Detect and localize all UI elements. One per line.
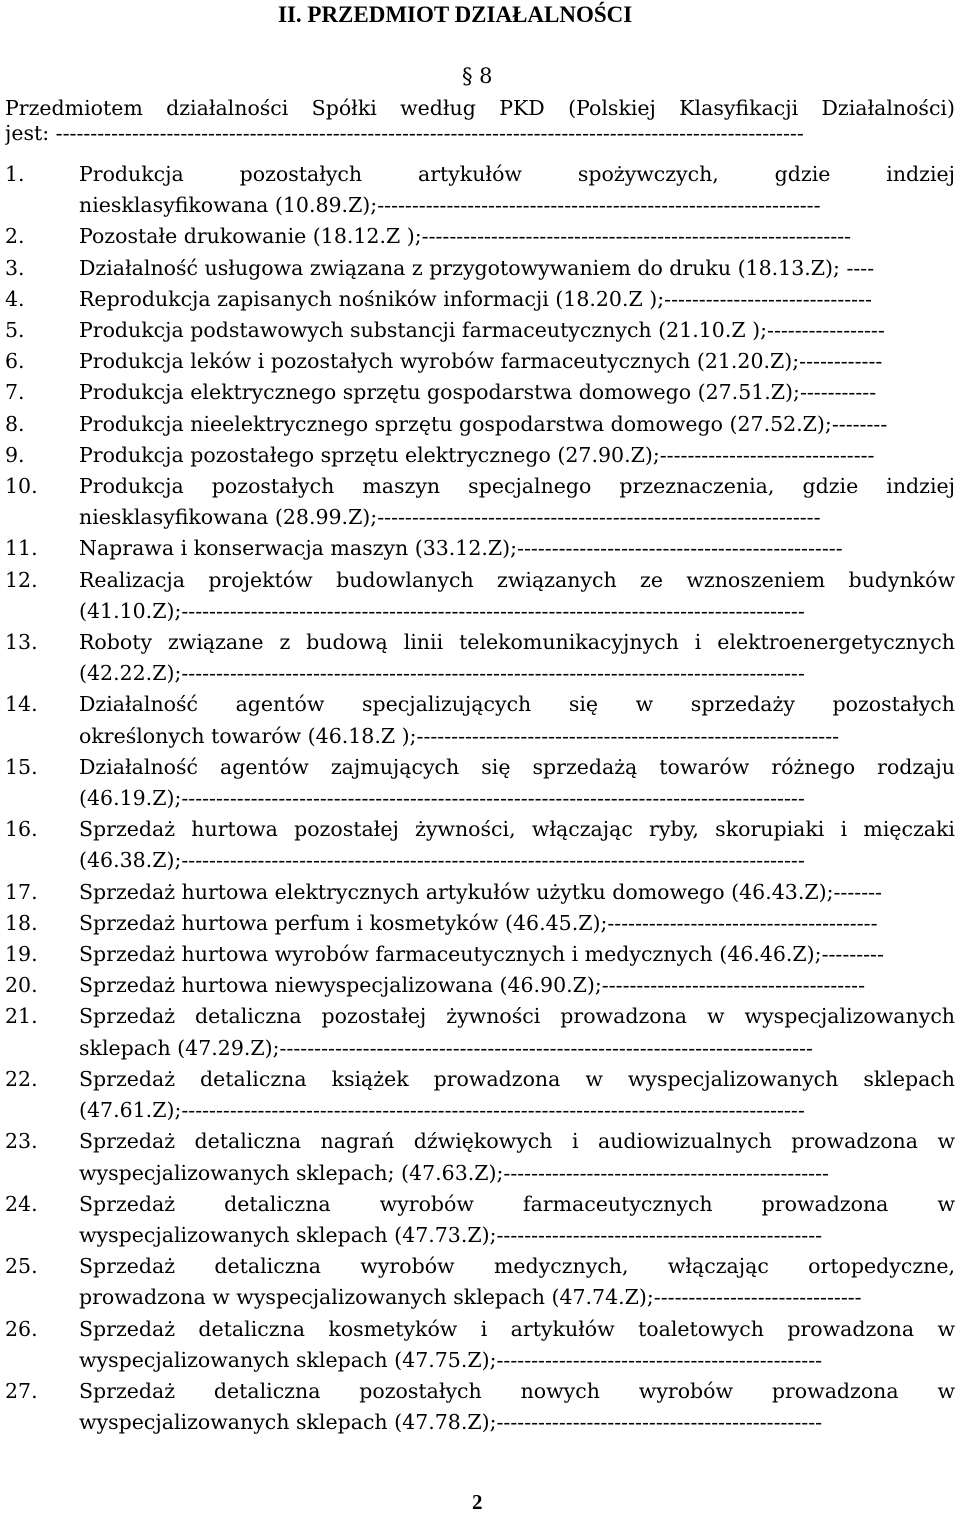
list-item-line: Produkcja leków i pozostałych wyrobów farmaceutycznych (21.20.Z);------------ [79, 349, 883, 374]
list-item-line: Sprzedaż detaliczna kosmetyków i artykułów toaletowych prowadzona w [79, 1316, 955, 1341]
list-item-text [79, 877, 955, 908]
list-item-number: 1. [5, 162, 25, 186]
list-item-line: Działalność usługowa związana z przygotowywaniem do druku (18.13.Z); ---- [79, 255, 875, 280]
intro-paragraph [5, 96, 955, 146]
list-item [5, 970, 955, 1001]
list-item-line: Reprodukcja zapisanych nośników informacji (18.20.Z );------------------------------ [79, 286, 872, 311]
list-item-text [79, 627, 955, 689]
list-item-line: (46.38.Z);------------------------------------------------------------------------------------------ [79, 848, 805, 873]
list-item-text [79, 1001, 955, 1063]
list-item [5, 253, 955, 284]
list-item-number: 8. [5, 411, 25, 436]
list-item [5, 1064, 955, 1126]
list-item-text [79, 1064, 955, 1126]
list-item-text [79, 253, 955, 284]
list-item-number: 24. [5, 1191, 38, 1216]
list-item-text [79, 1314, 955, 1376]
list-item-number: 21. [5, 1004, 38, 1029]
list-item [5, 1376, 955, 1438]
list-item-text [79, 221, 955, 252]
list-item-text [79, 908, 955, 939]
list-item [5, 1314, 955, 1376]
list-item-number: 9. [5, 442, 25, 467]
list-item [5, 689, 955, 751]
page-number: 2 [472, 1490, 483, 1514]
list-item-number: 23. [5, 1129, 38, 1154]
list-item-line: Sprzedaż hurtowa elektrycznych artykułów użytku domowego (46.43.Z);------- [79, 879, 882, 904]
list-item-text [79, 814, 955, 876]
list-item [5, 627, 955, 689]
list-item-number: 4. [5, 286, 25, 311]
list-item-line: prowadzona w wyspecjalizowanych sklepach (47.74.Z);------------------------------ [79, 1285, 862, 1310]
list-item-text [79, 377, 955, 408]
list-item-line: Sprzedaż hurtowa pozostałej żywności, włączając ryby, skorupiaki i mięczaki [79, 817, 955, 842]
list-item-number: 7. [5, 380, 25, 405]
list-item-number: 14. [5, 692, 38, 717]
list-item-number: 13. [5, 630, 38, 655]
list-item-line: sklepach (47.29.Z);----------------------------------------------------------------------------- [79, 1035, 813, 1060]
list-item-number: 12. [5, 567, 38, 592]
list-item-text [79, 471, 955, 533]
intro-line-2: jest: ------------------------------------------------------------------------------------------------------------ [5, 121, 804, 145]
list-item-number: 2. [5, 224, 25, 249]
list-item [5, 315, 955, 346]
list-item-line: Naprawa i konserwacja maszyn (33.12.Z);----------------------------------------------- [79, 536, 843, 561]
list-item [5, 908, 955, 939]
list-item-text [79, 346, 955, 377]
list-item [5, 221, 955, 252]
list-item-text [79, 1189, 955, 1251]
list-item [5, 409, 955, 440]
list-item-line: (47.61.Z);------------------------------------------------------------------------------------------ [79, 1098, 805, 1123]
list-item-text [79, 752, 955, 814]
list-item-line: Sprzedaż detaliczna nagrań dźwiękowych i audiowizualnych prowadzona w [79, 1129, 955, 1154]
list-item-line: Sprzedaż hurtowa niewyspecjalizowana (46.90.Z);-------------------------------------- [79, 973, 866, 998]
list-item [5, 471, 955, 533]
list-item-line: Działalność agentów zajmujących się sprzedażą towarów różnego rodzaju [79, 754, 955, 779]
list-item-text [79, 970, 955, 1001]
list-item-line: Produkcja elektrycznego sprzętu gospodarstwa domowego (27.51.Z);----------- [79, 380, 877, 405]
list-item-text [79, 284, 955, 315]
list-item-number: 3. [5, 255, 25, 280]
list-item-line: określonych towarów (46.18.Z );------------------------------------------------------------- [79, 723, 840, 748]
list-item-line: Realizacja projektów budowlanych związanych ze wznoszeniem budynków [79, 567, 955, 592]
list-item-number: 11. [5, 536, 38, 561]
list-item-number: 22. [5, 1066, 38, 1091]
list-item-number: 16. [5, 817, 38, 842]
list-item-line: niesklasyfikowana (10.89.Z);---------------------------------------------------------------- [79, 193, 821, 218]
list-item-line: Produkcja pozostałego sprzętu elektrycznego (27.90.Z);------------------------------- [79, 442, 875, 467]
list-item-line: wyspecjalizowanych sklepach (47.78.Z);----------------------------------------------- [79, 1410, 823, 1435]
list-item-line: Sprzedaż detaliczna pozostałych nowych wyrobów prowadzona w [79, 1378, 955, 1403]
intro-line-1: Przedmiotem działalności Spółki według PKD (Polskiej Klasyfikacji Działalności) [5, 96, 955, 120]
activity-list [5, 159, 955, 1438]
list-item-line: wyspecjalizowanych sklepach; (47.63.Z);----------------------------------------------- [79, 1160, 829, 1185]
list-item [5, 565, 955, 627]
list-item [5, 1126, 955, 1188]
list-item-line: Sprzedaż detaliczna wyrobów medycznych, włączając ortopedyczne, [79, 1254, 955, 1279]
list-item-text [79, 565, 955, 627]
list-item-number: 26. [5, 1316, 38, 1341]
list-item-text [79, 159, 955, 221]
list-item-number: 5. [5, 318, 25, 343]
list-item-number: 18. [5, 910, 38, 935]
list-item-text [79, 1126, 955, 1188]
list-item-text [79, 1251, 955, 1313]
list-item-line: Sprzedaż detaliczna wyrobów farmaceutycznych prowadzona w [79, 1191, 955, 1216]
list-item [5, 346, 955, 377]
list-item-line: Roboty związane z budową linii telekomunikacyjnych i elektroenergetycznych [79, 630, 955, 655]
list-item-line: Sprzedaż hurtowa wyrobów farmaceutycznych i medycznych (46.46.Z);--------- [79, 942, 884, 967]
list-item [5, 533, 955, 564]
paragraph-number: § 8 [462, 64, 493, 88]
list-item-text [79, 440, 955, 471]
list-item [5, 1001, 955, 1063]
list-item [5, 752, 955, 814]
section-heading: II. PRZEDMIOT DZIAŁALNOŚCI [278, 2, 633, 27]
list-item-number: 15. [5, 754, 38, 779]
list-item-number: 6. [5, 349, 25, 374]
list-item-line: Działalność agentów specjalizujących się w sprzedaży pozostałych [79, 692, 955, 717]
list-item-line: niesklasyfikowana (28.99.Z);---------------------------------------------------------------- [79, 505, 821, 530]
list-item [5, 877, 955, 908]
list-item-line: Sprzedaż detaliczna książek prowadzona w wyspecjalizowanych sklepach [79, 1066, 955, 1091]
list-item-number: 25. [5, 1254, 38, 1279]
list-item-line: Produkcja nieelektrycznego sprzętu gospodarstwa domowego (27.52.Z);-------- [79, 411, 888, 436]
list-item-line: (41.10.Z);------------------------------------------------------------------------------------------ [79, 598, 805, 623]
list-item-line: Produkcja podstawowych substancji farmaceutycznych (21.10.Z );----------------- [79, 318, 885, 343]
list-item [5, 939, 955, 970]
list-item-text [79, 315, 955, 346]
list-item [5, 814, 955, 876]
list-item-line: Produkcja pozostałych maszyn specjalnego przeznaczenia, gdzie indziej [79, 474, 955, 499]
list-item-text [79, 533, 955, 564]
list-item-line: (46.19.Z);------------------------------------------------------------------------------------------ [79, 786, 805, 811]
list-item [5, 284, 955, 315]
list-item [5, 440, 955, 471]
list-item-line: Produkcja pozostałych artykułów spożywczych, gdzie indziej [79, 162, 955, 186]
list-item-number: 10. [5, 474, 38, 499]
list-item-number: 20. [5, 973, 38, 998]
list-item-text [79, 1376, 955, 1438]
list-item-number: 17. [5, 879, 38, 904]
list-item [5, 1189, 955, 1251]
list-item-line: Sprzedaż hurtowa perfum i kosmetyków (46.45.Z);--------------------------------------- [79, 910, 878, 935]
list-item-line: wyspecjalizowanych sklepach (47.75.Z);----------------------------------------------- [79, 1347, 823, 1372]
list-item [5, 159, 955, 221]
list-item-number: 27. [5, 1378, 38, 1403]
list-item-line: Sprzedaż detaliczna pozostałej żywności prowadzona w wyspecjalizowanych [79, 1004, 955, 1029]
list-item-text [79, 939, 955, 970]
list-item-line: wyspecjalizowanych sklepach (47.73.Z);----------------------------------------------- [79, 1222, 823, 1247]
list-item-number: 19. [5, 942, 38, 967]
list-item-text [79, 409, 955, 440]
list-item-text [79, 689, 955, 751]
list-item [5, 1251, 955, 1313]
list-item-line: Pozostałe drukowanie (18.12.Z );-------------------------------------------------------------- [79, 224, 852, 249]
list-item [5, 377, 955, 408]
list-item-line: (42.22.Z);------------------------------------------------------------------------------------------ [79, 661, 805, 686]
